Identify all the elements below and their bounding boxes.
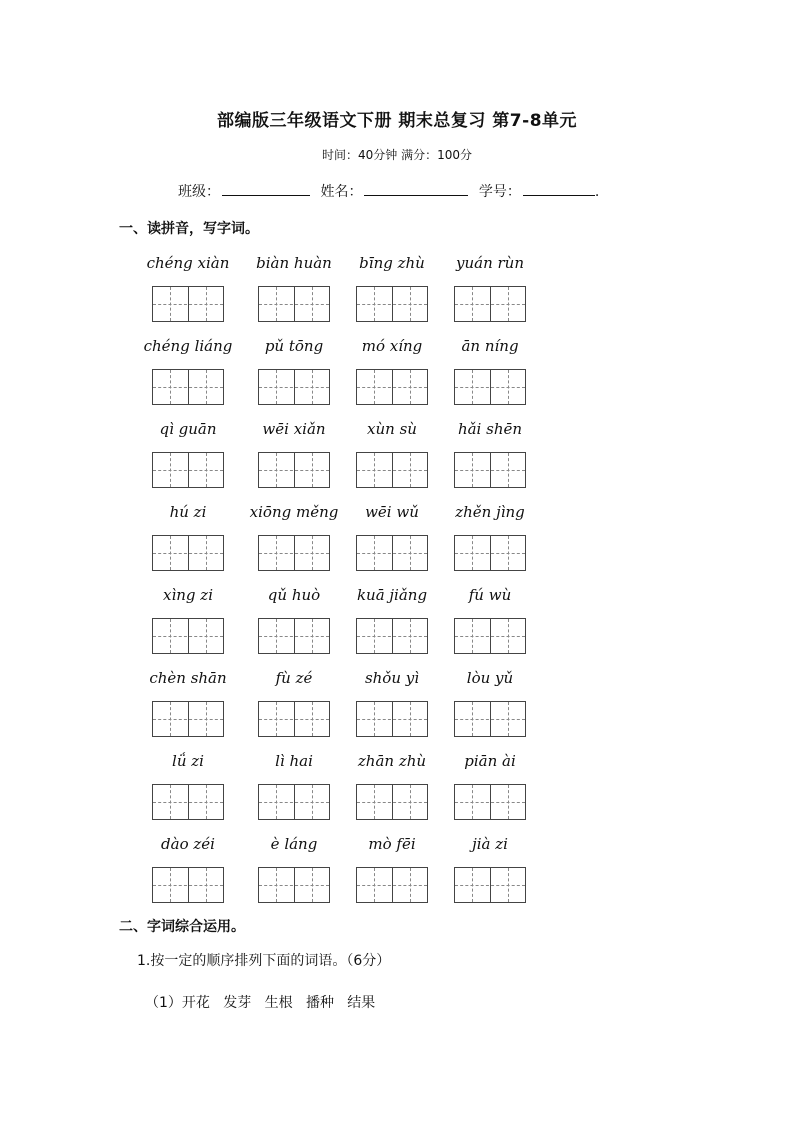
pinyin-label: lì hai: [275, 752, 313, 770]
box-guide-line: [153, 470, 223, 471]
name-blank[interactable]: [364, 181, 468, 196]
pinyin-label: fù zé: [275, 669, 313, 687]
box-guide-line: [357, 636, 427, 637]
pinyin-label: yuán rùn: [456, 254, 524, 272]
writing-box[interactable]: [258, 369, 330, 405]
pinyin-label: biàn huàn: [256, 254, 332, 272]
writing-box[interactable]: [152, 535, 224, 571]
pinyin-label: xiōng měng: [249, 503, 339, 521]
writing-box[interactable]: [356, 369, 428, 405]
pinyin-label: bīng zhù: [359, 254, 425, 272]
writing-box[interactable]: [258, 784, 330, 820]
writing-box[interactable]: [454, 701, 526, 737]
pinyin-label: zhěn jìng: [455, 503, 525, 521]
pinyin-label: piān ài: [464, 752, 516, 770]
box-guide-line: [153, 802, 223, 803]
writing-box[interactable]: [152, 618, 224, 654]
box-guide-line: [357, 719, 427, 720]
pinyin-label: chéng xiàn: [146, 254, 230, 272]
writing-box[interactable]: [454, 535, 526, 571]
pinyin-label: xùn sù: [367, 420, 417, 438]
writing-box[interactable]: [356, 618, 428, 654]
end-mark: .: [594, 184, 600, 200]
writing-box[interactable]: [258, 535, 330, 571]
writing-box[interactable]: [454, 369, 526, 405]
name-label: 姓名：: [320, 184, 363, 200]
box-guide-line: [357, 802, 427, 803]
box-guide-line: [357, 387, 427, 388]
box-guide-line: [153, 387, 223, 388]
box-guide-line: [455, 802, 525, 803]
box-guide-line: [153, 719, 223, 720]
pinyin-label: è láng: [270, 835, 318, 853]
writing-box[interactable]: [258, 618, 330, 654]
box-guide-line: [153, 885, 223, 886]
box-guide-line: [153, 304, 223, 305]
box-guide-line: [259, 553, 329, 554]
pinyin-label: zhān zhù: [357, 752, 427, 770]
writing-box[interactable]: [152, 784, 224, 820]
class-blank[interactable]: [222, 181, 310, 196]
box-guide-line: [259, 304, 329, 305]
writing-box[interactable]: [356, 286, 428, 322]
page-title: 部编版三年级语文下册 期末总复习 第7-8单元: [216, 111, 578, 131]
pinyin-label: mò fēi: [368, 835, 416, 853]
box-guide-line: [259, 885, 329, 886]
id-label: 学号：: [478, 184, 521, 200]
writing-box[interactable]: [356, 701, 428, 737]
pinyin-label: jià zi: [472, 835, 508, 853]
section-2-title: 二、字词综合运用。: [119, 919, 245, 935]
pinyin-label: lòu yǔ: [466, 669, 514, 687]
box-guide-line: [455, 885, 525, 886]
box-guide-line: [259, 387, 329, 388]
box-guide-line: [357, 553, 427, 554]
writing-box[interactable]: [152, 286, 224, 322]
box-guide-line: [357, 885, 427, 886]
writing-box[interactable]: [152, 452, 224, 488]
pinyin-label: dào zéi: [161, 835, 215, 853]
question-1: 1.按一定的顺序排列下面的词语。（6分）: [137, 953, 391, 969]
writing-box[interactable]: [454, 452, 526, 488]
box-guide-line: [455, 470, 525, 471]
student-info-line: [178, 181, 599, 201]
box-guide-line: [153, 553, 223, 554]
writing-box[interactable]: [152, 701, 224, 737]
exam-info: 时间：40分钟 满分：100分: [322, 148, 472, 162]
box-guide-line: [357, 470, 427, 471]
writing-box[interactable]: [454, 784, 526, 820]
pinyin-label: chéng liáng: [143, 337, 233, 355]
question-1-item-1: （1）开花 发芽 生根 播种 结果: [145, 995, 376, 1011]
writing-box[interactable]: [152, 369, 224, 405]
writing-box[interactable]: [454, 618, 526, 654]
box-guide-line: [259, 802, 329, 803]
box-guide-line: [455, 636, 525, 637]
pinyin-label: wēi xiǎn: [262, 420, 326, 438]
class-label: 班级：: [178, 184, 220, 200]
id-blank[interactable]: [523, 181, 595, 196]
pinyin-label: xìng zi: [163, 586, 213, 604]
pinyin-label: kuā jiǎng: [356, 586, 428, 604]
writing-box[interactable]: [152, 867, 224, 903]
writing-box[interactable]: [356, 867, 428, 903]
writing-box[interactable]: [454, 286, 526, 322]
writing-box[interactable]: [258, 452, 330, 488]
pinyin-label: hǎi shēn: [457, 420, 523, 438]
pinyin-label: fú wù: [468, 586, 512, 604]
box-guide-line: [259, 636, 329, 637]
box-guide-line: [357, 304, 427, 305]
pinyin-label: wēi wǔ: [365, 503, 419, 521]
writing-box[interactable]: [356, 452, 428, 488]
box-guide-line: [455, 304, 525, 305]
pinyin-label: pǔ tōng: [264, 337, 324, 355]
pinyin-label: ān níng: [461, 337, 519, 355]
box-guide-line: [455, 719, 525, 720]
writing-box[interactable]: [356, 784, 428, 820]
pinyin-label: lǘ zi: [172, 752, 204, 770]
box-guide-line: [259, 719, 329, 720]
writing-box[interactable]: [454, 867, 526, 903]
pinyin-label: chèn shān: [149, 669, 227, 687]
box-guide-line: [455, 553, 525, 554]
writing-box[interactable]: [258, 867, 330, 903]
writing-box[interactable]: [258, 286, 330, 322]
pinyin-label: qǔ huò: [267, 586, 321, 604]
pinyin-label: shǒu yì: [364, 669, 420, 687]
box-guide-line: [455, 387, 525, 388]
writing-box[interactable]: [258, 701, 330, 737]
section-1-title: 一、读拼音，写字词。: [119, 221, 259, 237]
pinyin-label: qì guān: [159, 420, 217, 438]
writing-box[interactable]: [356, 535, 428, 571]
box-guide-line: [259, 470, 329, 471]
box-guide-line: [153, 636, 223, 637]
pinyin-label: mó xíng: [361, 337, 423, 355]
pinyin-label: hú zi: [169, 503, 207, 521]
